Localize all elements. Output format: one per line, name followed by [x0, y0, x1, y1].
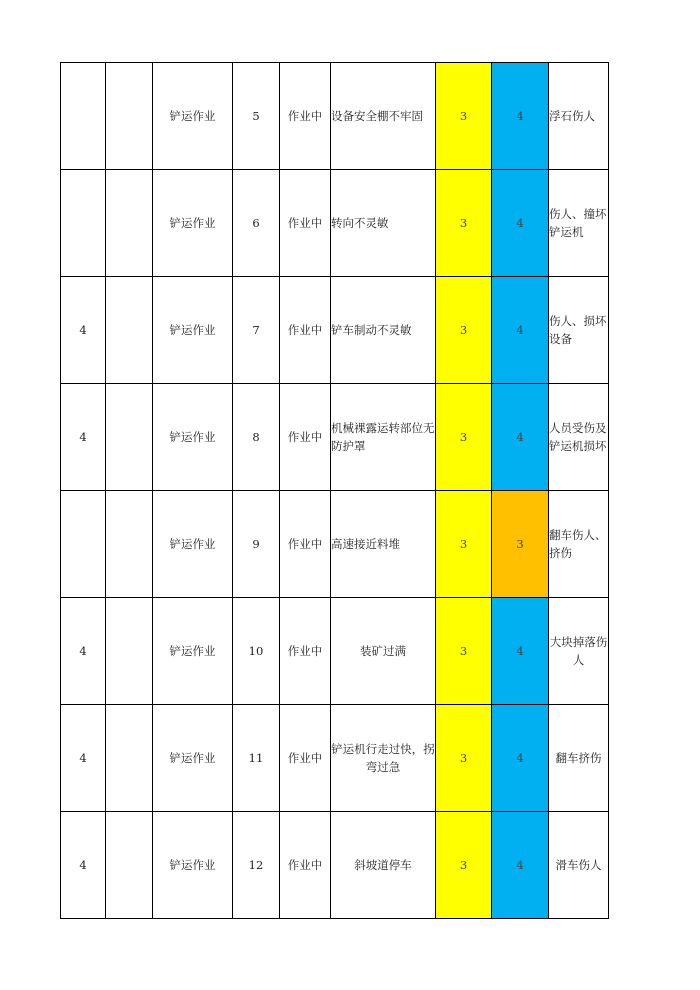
severity-cell[interactable]: 4: [492, 812, 549, 919]
severity-cell[interactable]: 4: [492, 598, 549, 705]
level-cell[interactable]: 4: [61, 384, 106, 491]
likelihood-cell[interactable]: 3: [436, 812, 492, 919]
severity-cell[interactable]: 4: [492, 170, 549, 277]
level-cell[interactable]: [61, 170, 106, 277]
activity-cell[interactable]: 铲运作业: [153, 170, 233, 277]
severity-cell[interactable]: 4: [492, 277, 549, 384]
likelihood-cell[interactable]: 3: [436, 170, 492, 277]
table-row: [61, 384, 609, 491]
activity-cell[interactable]: 铲运作业: [153, 277, 233, 384]
activity-cell[interactable]: 铲运作业: [153, 598, 233, 705]
consequence-cell[interactable]: 伤人、撞坏铲运机: [549, 170, 609, 277]
consequence-cell[interactable]: 翻车伤人、挤伤: [549, 491, 609, 598]
consequence-cell[interactable]: 人员受伤及铲运机损坏: [549, 384, 609, 491]
severity-cell[interactable]: 4: [492, 705, 549, 812]
likelihood-cell[interactable]: 3: [436, 705, 492, 812]
item-number-cell[interactable]: 6: [233, 170, 280, 277]
blank-cell[interactable]: [106, 491, 153, 598]
table-row: [61, 598, 609, 705]
severity-cell[interactable]: 3: [492, 491, 549, 598]
consequence-cell[interactable]: 翻车挤伤: [549, 705, 609, 812]
consequence-cell[interactable]: 浮石伤人: [549, 63, 609, 170]
blank-cell[interactable]: [106, 63, 153, 170]
consequence-cell[interactable]: 伤人、损坏设备: [549, 277, 609, 384]
table-row: [61, 705, 609, 812]
level-cell[interactable]: [61, 491, 106, 598]
hazard-cell[interactable]: 铲运机行走过快，拐弯过急: [331, 705, 436, 812]
status-cell[interactable]: 作业中: [280, 705, 331, 812]
blank-cell[interactable]: [106, 812, 153, 919]
item-number-cell[interactable]: 8: [233, 384, 280, 491]
status-cell[interactable]: 作业中: [280, 384, 331, 491]
risk-assessment-table: [60, 62, 609, 919]
table-row: [61, 277, 609, 384]
activity-cell[interactable]: 铲运作业: [153, 63, 233, 170]
level-cell[interactable]: 4: [61, 277, 106, 384]
item-number-cell[interactable]: 11: [233, 705, 280, 812]
level-cell[interactable]: 4: [61, 598, 106, 705]
activity-cell[interactable]: 铲运作业: [153, 705, 233, 812]
activity-cell[interactable]: 铲运作业: [153, 812, 233, 919]
item-number-cell[interactable]: 10: [233, 598, 280, 705]
status-cell[interactable]: 作业中: [280, 491, 331, 598]
hazard-cell[interactable]: 设备安全棚不牢固: [331, 63, 436, 170]
consequence-cell[interactable]: 滑车伤人: [549, 812, 609, 919]
blank-cell[interactable]: [106, 705, 153, 812]
likelihood-cell[interactable]: 3: [436, 384, 492, 491]
hazard-cell[interactable]: 高速接近料堆: [331, 491, 436, 598]
status-cell[interactable]: 作业中: [280, 598, 331, 705]
status-cell[interactable]: 作业中: [280, 170, 331, 277]
likelihood-cell[interactable]: 3: [436, 63, 492, 170]
table-row: [61, 63, 609, 170]
status-cell[interactable]: 作业中: [280, 277, 331, 384]
severity-cell[interactable]: 4: [492, 384, 549, 491]
likelihood-cell[interactable]: 3: [436, 598, 492, 705]
item-number-cell[interactable]: 7: [233, 277, 280, 384]
item-number-cell[interactable]: 9: [233, 491, 280, 598]
item-number-cell[interactable]: 12: [233, 812, 280, 919]
table-body: [61, 63, 609, 919]
hazard-cell[interactable]: 机械裸露运转部位无防护罩: [331, 384, 436, 491]
blank-cell[interactable]: [106, 170, 153, 277]
activity-cell[interactable]: 铲运作业: [153, 384, 233, 491]
table-row: [61, 491, 609, 598]
consequence-cell[interactable]: 大块掉落伤人: [549, 598, 609, 705]
hazard-cell[interactable]: 装矿过满: [331, 598, 436, 705]
hazard-cell[interactable]: 斜坡道停车: [331, 812, 436, 919]
likelihood-cell[interactable]: 3: [436, 491, 492, 598]
status-cell[interactable]: 作业中: [280, 63, 331, 170]
status-cell[interactable]: 作业中: [280, 812, 331, 919]
level-cell[interactable]: 4: [61, 705, 106, 812]
level-cell[interactable]: [61, 63, 106, 170]
likelihood-cell[interactable]: 3: [436, 277, 492, 384]
blank-cell[interactable]: [106, 384, 153, 491]
hazard-cell[interactable]: 转向不灵敏: [331, 170, 436, 277]
table-row: [61, 812, 609, 919]
activity-cell[interactable]: 铲运作业: [153, 491, 233, 598]
severity-cell[interactable]: 4: [492, 63, 549, 170]
blank-cell[interactable]: [106, 598, 153, 705]
table-row: [61, 170, 609, 277]
item-number-cell[interactable]: 5: [233, 63, 280, 170]
hazard-cell[interactable]: 铲车制动不灵敏: [331, 277, 436, 384]
blank-cell[interactable]: [106, 277, 153, 384]
level-cell[interactable]: 4: [61, 812, 106, 919]
